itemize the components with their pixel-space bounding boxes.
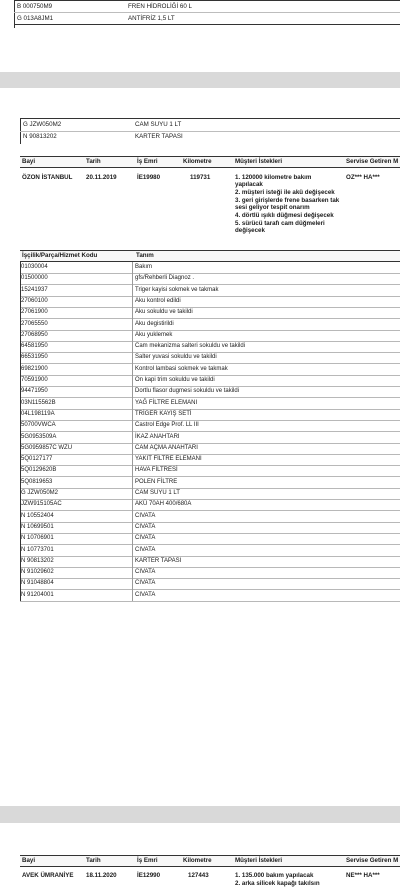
header-brought-by: Servise Getiren M [346,158,399,165]
part-code: JZW915105AC [21,501,62,508]
part-code: N 90813202 [21,557,54,564]
record-kilometer: 127443 [188,872,209,879]
part-code: N 91048804 [21,580,54,587]
table-row [20,273,400,285]
table-row [20,499,400,511]
part-description: CAM SUYU 1 LT [135,490,180,496]
table-row [20,262,400,274]
header-customer-requests: Müşteri İstekleri [235,857,283,864]
table-row [20,375,400,387]
part-description: Kontrol lambasi sokmek ve takmak [135,365,228,372]
part-description: CAM AÇMA ANAHTARI [135,444,198,451]
table-column-divider [132,262,133,601]
request-line: 3. geri girişlerde frene basarken tak sesi geliyor tespit onarım [235,197,340,211]
part-code: G JZW050M2 [21,490,59,496]
request-line: 2. müşteri isteği ile akü değişecek [235,189,335,196]
document-page-3 [0,823,400,889]
part-code: 70591900 [21,377,48,383]
table-row [20,364,400,376]
part-description: KARTER TAPASI [135,557,182,564]
table-row [20,386,400,398]
part-description: AKÜ 70AH 400/680A [135,501,192,508]
part-code: 27068950 [21,331,48,338]
parts-header-code: İşçilik/Parça/Hizmet Kodu [22,252,98,259]
part-description: Aku degistirildi [135,320,174,327]
table-row [20,488,400,500]
part-description: Bakım [135,264,153,270]
part-code: 15241937 [21,286,48,293]
part-code: 03N115562B [21,399,56,406]
table-row [20,432,400,444]
part-code: G JZW050M2 [23,121,62,128]
table-line [14,0,400,1]
part-description: CIVATA [135,546,156,553]
part-code: N 10773701 [21,546,54,553]
part-code: 66531950 [21,354,48,361]
part-description: CIVATA [135,535,156,542]
part-description: Aku sokuldu ve takildi [135,309,193,316]
part-description: CIVATA [135,580,156,587]
table-row [20,545,400,557]
request-line: 2. arka silicek kapağı takılsın [235,880,320,887]
part-code: N 91029602 [21,569,54,576]
part-code: 27065550 [21,320,48,327]
table-row [20,590,400,602]
table-row [20,420,400,432]
part-code: 50700VWCA [21,422,56,429]
table-row [20,578,400,590]
part-description: CIVATA [135,512,156,519]
header-work-order: İş Emri [137,857,158,864]
part-description: On kapi trim sokuldu ve takildi [135,377,215,383]
part-code: N 10699501 [21,523,54,530]
request-line: 5. sürücü tarafı cam düğmeleri değişecek [235,220,325,234]
part-code: N 10552404 [21,512,54,519]
table-row [20,352,400,364]
part-code: 5G0959857C WZU [21,444,73,451]
table-line [14,12,400,13]
part-description: ANTİFRİZ 1,5 LT [128,15,175,22]
part-description: CAM SUYU 1 LT [135,121,182,128]
part-description: YAĞ FİLTRE ELEMANI [135,399,198,406]
table-row [20,296,400,308]
record-dealer: ÖZON İSTANBUL [22,174,73,181]
part-description: CIVATA [135,591,156,598]
part-code: N 10706901 [21,535,54,542]
table-row [20,454,400,466]
part-code: 04L198119A [21,410,55,417]
part-code: 27060100 [21,297,48,304]
part-code: N 90813202 [23,133,57,140]
part-description: HAVA FİLTRESİ [135,467,178,474]
table-row [20,285,400,297]
part-code: 5Q0819653 [21,478,53,485]
header-customer-requests: Müşteri İstekleri [235,158,283,165]
table-left-border [20,262,21,601]
part-description: İKAZ ANAHTARI [135,433,180,440]
part-code: 5G0953509A [21,433,57,440]
part-description: Castrol Edge Prof. LL III [135,422,199,429]
request-line: 1. 120000 kilometre bakım yapılacak [235,174,312,188]
request-line: 1. 135.000 bakım yapılacak [235,872,314,879]
header-date: Tarih [86,158,101,165]
part-code: N 91204001 [21,591,54,598]
part-code: 01500000 [21,275,48,282]
part-code: 27061900 [21,309,48,316]
record-dealer: AVEK ÜMRANİYE [22,872,74,879]
record-kilometer: 119731 [190,174,211,181]
part-description: KARTER TAPASI [135,133,183,140]
record-brought-by: OZ*** HA*** [346,174,380,181]
header-work-order: İş Emri [137,158,158,165]
part-code: 64581950 [21,343,48,350]
part-code: 01030004 [21,264,48,270]
header-dealer: Bayi [22,158,36,165]
record-date: 20.11.2019 [86,174,117,181]
header-brought-by: Servise Getiren M [346,857,399,864]
table-line [20,131,400,132]
table-row [20,307,400,319]
parts-header-description: Tanım [136,252,154,259]
table-row [20,398,400,410]
document-page-2 [0,88,400,806]
table-line [14,24,400,25]
part-description: Dortlu flasor dugmesi sokuldu ve takildi [135,388,240,395]
part-code: G 013A8JM1 [17,15,54,22]
part-description: Aku kontrol edildi [135,297,181,304]
part-description: YAKIT FİLTRE ELEMANI [135,456,202,463]
part-code: B 000750M9 [17,3,53,10]
document-page-1 [0,0,400,72]
table-row [20,522,400,534]
part-description: gfs/Rehberli Diagnoz . [135,275,195,282]
table-row [20,465,400,477]
header-dealer: Bayi [22,857,36,864]
table-row [20,477,400,489]
part-description: Triger kayisi sokmek ve takmak [135,286,219,293]
table-line [20,118,400,119]
part-description: POLEN FİLTRE [135,478,178,485]
part-code: 5Q0127177 [21,456,53,463]
part-description: Cam mekanizma salteri sokuldu ve takildi [135,343,246,350]
part-description: FREN HİDROLİĞİ 60 L [128,3,192,10]
table-row [20,511,400,523]
part-description: CIVATA [135,569,156,576]
header-kilometer: Kilometre [183,158,212,165]
header-date: Tarih [86,857,101,864]
part-code: 94471950 [21,388,48,395]
table-row [20,341,400,353]
part-description: Salter yuvasi sokuldu ve takildi [135,354,217,361]
request-line: 4. dörtlü ışıklı düğmesi değişecek [235,212,334,219]
record-work-order: İE19980 [137,174,161,181]
table-row [20,409,400,421]
part-code: 5Q0129620B [21,467,57,474]
table-row [20,443,400,455]
table-row [20,330,400,342]
table-row [20,533,400,545]
part-code: 69821900 [21,365,48,372]
table-row [20,567,400,579]
record-brought-by: NE*** HA*** [346,872,380,879]
record-date: 18.11.2020 [86,872,117,879]
part-description: Aku yuklemek [135,331,173,338]
header-kilometer: Kilometre [183,857,212,864]
table-row [20,319,400,331]
table-row [20,556,400,568]
part-description: CIVATA [135,523,156,530]
record-work-order: İE12990 [137,872,161,879]
part-description: TRİGER KAYIŞ SETİ [135,410,192,417]
